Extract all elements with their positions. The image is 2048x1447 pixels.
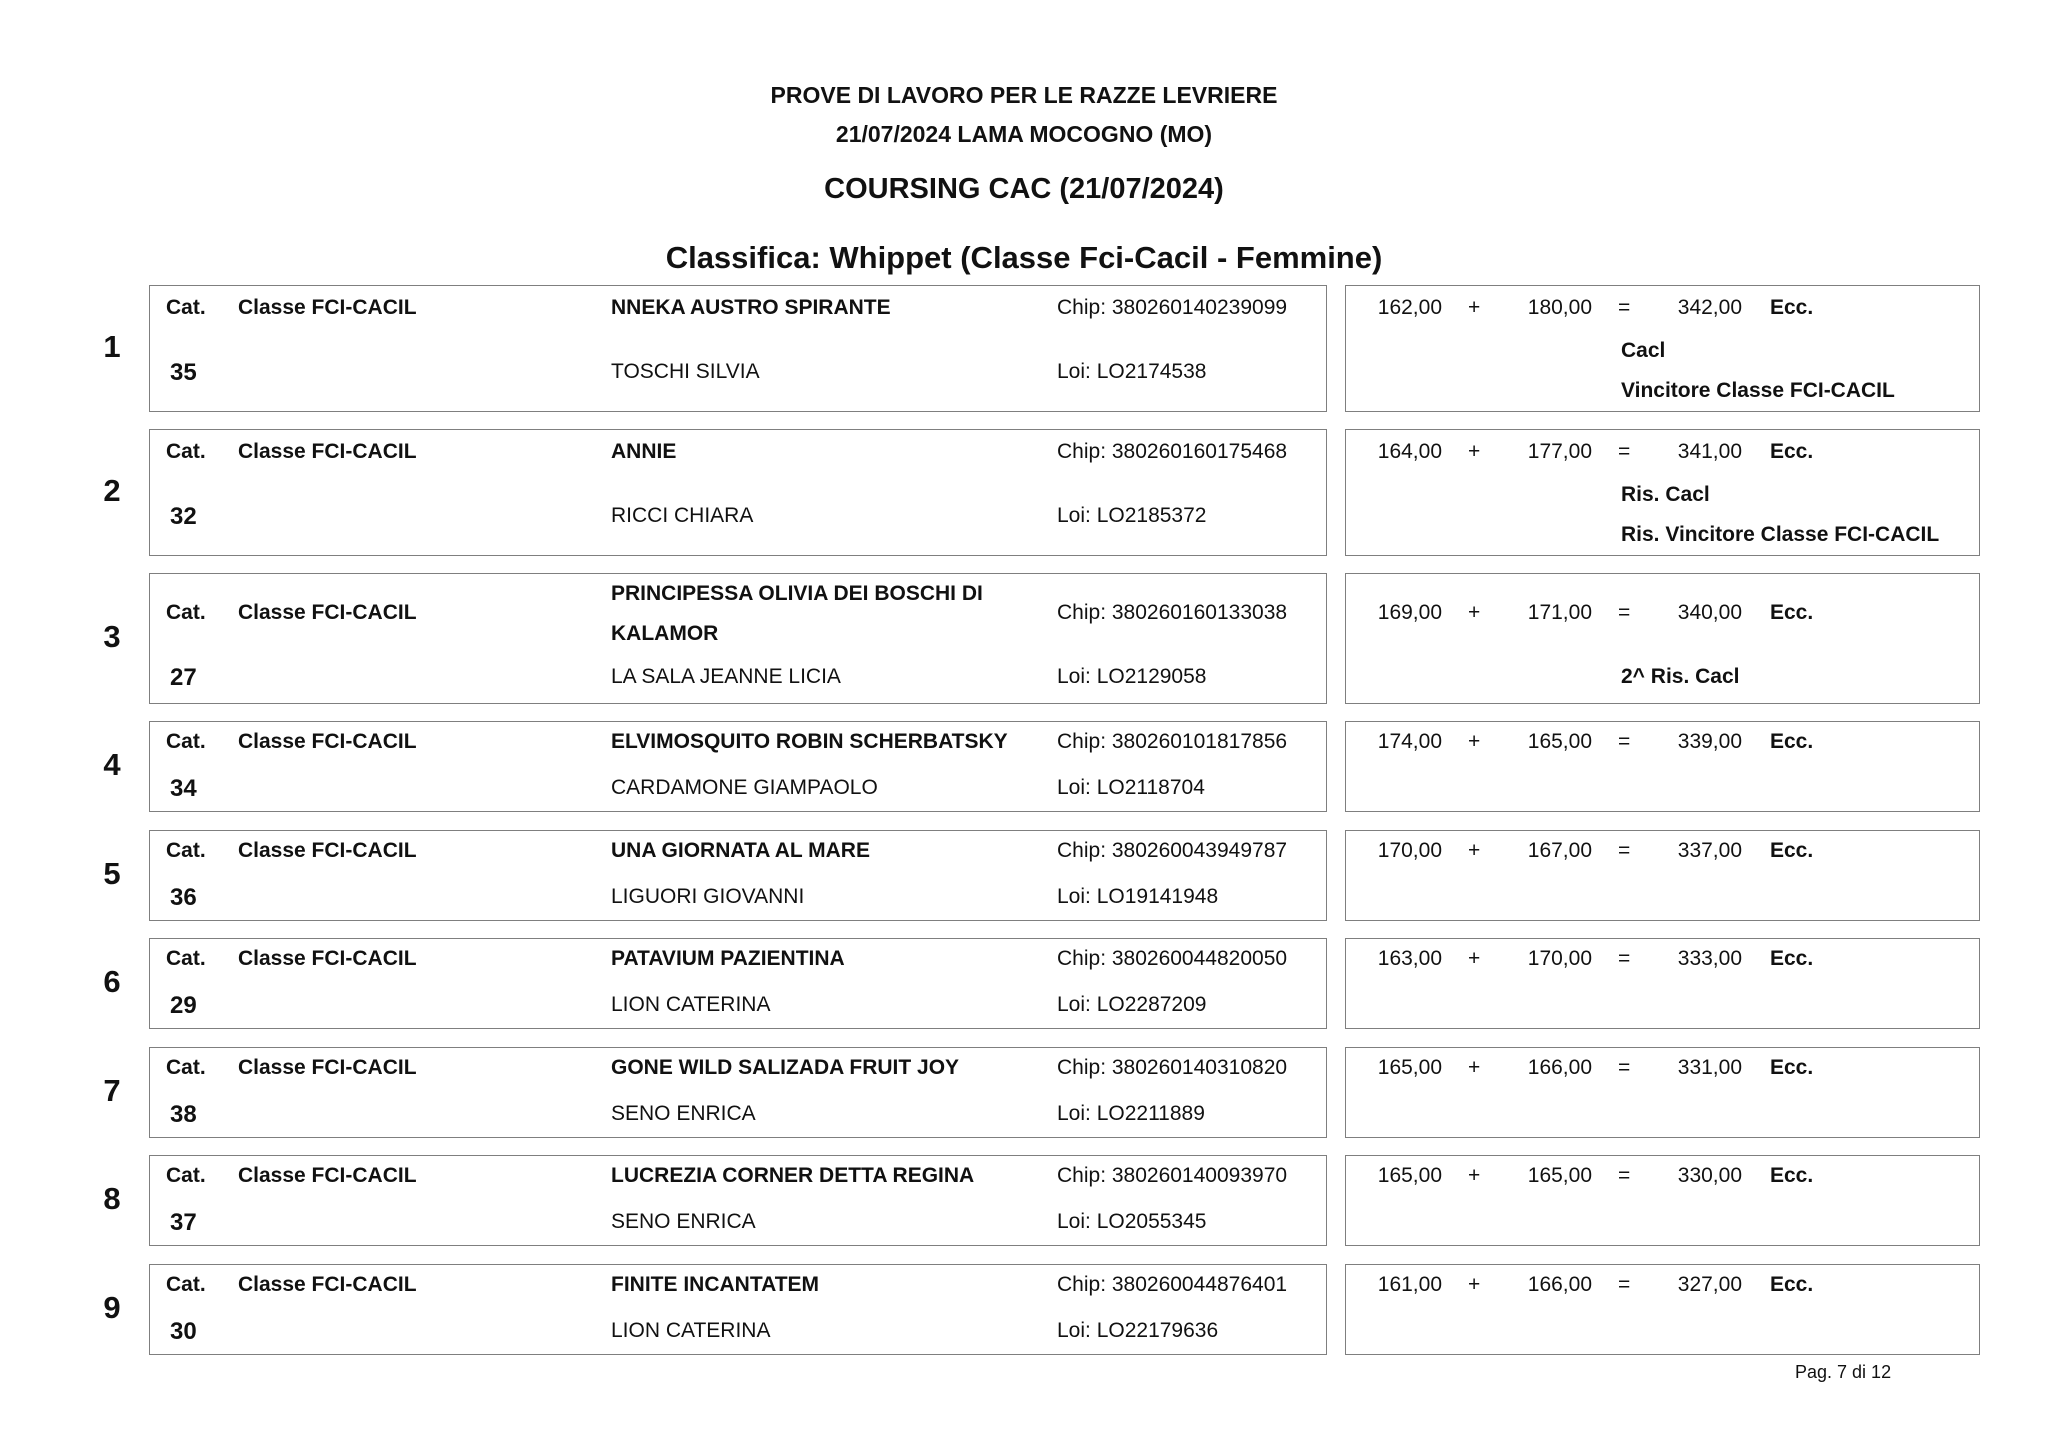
- chip-number: Chip: 380260160175468: [1057, 440, 1288, 463]
- equals-sign: =: [1618, 440, 1631, 463]
- owner-name: LA SALA JEANNE LICIA: [611, 665, 841, 688]
- total-score: 339,00: [1677, 730, 1742, 753]
- dog-name: FINITE INCANTATEM: [611, 1273, 820, 1296]
- score-2: 166,00: [1527, 1056, 1592, 1079]
- class-name: Classe FCI-CACIL: [238, 1056, 417, 1079]
- total-score: 337,00: [1677, 839, 1742, 862]
- plus-sign: +: [1468, 1164, 1481, 1187]
- owner-name: TOSCHI SILVIA: [611, 360, 760, 383]
- place-number: 4: [103, 746, 121, 782]
- equals-sign: =: [1618, 730, 1631, 753]
- chip-number: Chip: 380260044820050: [1057, 947, 1288, 970]
- dog-name: PATAVIUM PAZIENTINA: [611, 947, 845, 970]
- equals-sign: =: [1618, 601, 1631, 624]
- score-box: [1345, 1155, 1980, 1246]
- chip-number: Chip: 380260140239099: [1057, 296, 1288, 319]
- cat-label: Cat.: [166, 1164, 206, 1187]
- score-1: 169,00: [1377, 601, 1442, 624]
- score-box: [1345, 938, 1980, 1029]
- classification-title: Classifica: Whippet (Classe Fci-Cacil - Femmine): [665, 240, 1383, 275]
- catalog-number: 34: [170, 775, 197, 802]
- event-date-location: 21/07/2024 LAMA MOCOGNO (MO): [835, 121, 1213, 147]
- loi-number: Loi: LO2055345: [1057, 1210, 1207, 1233]
- grade: Ecc.: [1770, 1056, 1814, 1079]
- grade: Ecc.: [1770, 440, 1814, 463]
- entry-info-box: [149, 1155, 1327, 1246]
- dog-name: NNEKA AUSTRO SPIRANTE: [611, 296, 891, 319]
- entry-info-box: [149, 938, 1327, 1029]
- plus-sign: +: [1468, 730, 1481, 753]
- plus-sign: +: [1468, 1273, 1481, 1296]
- entry-info-box: [149, 573, 1327, 704]
- plus-sign: +: [1468, 839, 1481, 862]
- score-1: 170,00: [1377, 839, 1442, 862]
- award: Vincitore Classe FCI-CACIL: [1621, 379, 1895, 402]
- score-1: 164,00: [1377, 440, 1442, 463]
- class-name: Classe FCI-CACIL: [238, 1164, 417, 1187]
- score-box: [1345, 285, 1980, 412]
- owner-name: RICCI CHIARA: [611, 504, 754, 527]
- score-1: 165,00: [1377, 1164, 1442, 1187]
- score-box: [1345, 830, 1980, 921]
- place-number: 1: [103, 328, 121, 364]
- score-box: [1345, 1047, 1980, 1138]
- dog-name: ELVIMOSQUITO ROBIN SCHERBATSKY: [611, 730, 1008, 753]
- class-name: Classe FCI-CACIL: [238, 839, 417, 862]
- award: Cacl: [1621, 339, 1666, 362]
- entry-info-box: [149, 285, 1327, 412]
- page-number: Pag. 7 di 12: [1795, 1362, 1892, 1382]
- equals-sign: =: [1618, 1056, 1631, 1079]
- chip-number: Chip: 380260044876401: [1057, 1273, 1288, 1296]
- owner-name: SENO ENRICA: [611, 1210, 756, 1233]
- catalog-number: 30: [170, 1318, 197, 1345]
- plus-sign: +: [1468, 440, 1481, 463]
- cat-label: Cat.: [166, 1056, 206, 1079]
- equals-sign: =: [1618, 1273, 1631, 1296]
- grade: Ecc.: [1770, 947, 1814, 970]
- loi-number: Loi: LO2174538: [1057, 360, 1207, 383]
- catalog-number: 32: [170, 503, 197, 530]
- class-name: Classe FCI-CACIL: [238, 440, 417, 463]
- dog-name: KALAMOR: [611, 622, 719, 645]
- dog-name: ANNIE: [611, 440, 677, 463]
- place-number: 6: [103, 963, 121, 999]
- dog-name: PRINCIPESSA OLIVIA DEI BOSCHI DI: [611, 582, 983, 605]
- score-1: 163,00: [1377, 947, 1442, 970]
- entry-info-box: [149, 1047, 1327, 1138]
- dog-name: GONE WILD SALIZADA FRUIT JOY: [611, 1056, 960, 1079]
- event-title: COURSING CAC (21/07/2024): [824, 173, 1224, 205]
- owner-name: CARDAMONE GIAMPAOLO: [611, 776, 878, 799]
- class-name: Classe FCI-CACIL: [238, 1273, 417, 1296]
- place-number: 5: [103, 855, 121, 891]
- chip-number: Chip: 380260160133038: [1057, 601, 1288, 624]
- equals-sign: =: [1618, 839, 1631, 862]
- grade: Ecc.: [1770, 1273, 1814, 1296]
- score-2: 170,00: [1527, 947, 1592, 970]
- total-score: 340,00: [1677, 601, 1742, 624]
- cat-label: Cat.: [166, 730, 206, 753]
- loi-number: Loi: LO19141948: [1057, 885, 1219, 908]
- loi-number: Loi: LO2118704: [1057, 776, 1205, 799]
- place-number: 7: [103, 1072, 121, 1108]
- chip-number: Chip: 380260140310820: [1057, 1056, 1288, 1079]
- place-number: 9: [103, 1289, 121, 1325]
- cat-label: Cat.: [166, 1273, 206, 1296]
- place-number: 8: [103, 1180, 121, 1216]
- total-score: 342,00: [1677, 296, 1742, 319]
- catalog-number: 36: [170, 884, 197, 911]
- plus-sign: +: [1468, 296, 1481, 319]
- score-2: 177,00: [1527, 440, 1592, 463]
- cat-label: Cat.: [166, 601, 206, 624]
- class-name: Classe FCI-CACIL: [238, 730, 417, 753]
- total-score: 327,00: [1677, 1273, 1742, 1296]
- owner-name: LION CATERINA: [611, 993, 771, 1016]
- chip-number: Chip: 380260101817856: [1057, 730, 1288, 753]
- score-1: 161,00: [1377, 1273, 1442, 1296]
- class-name: Classe FCI-CACIL: [238, 296, 417, 319]
- score-2: 167,00: [1527, 839, 1592, 862]
- entry-info-box: [149, 721, 1327, 812]
- chip-number: Chip: 380260140093970: [1057, 1164, 1288, 1187]
- loi-number: Loi: LO2185372: [1057, 504, 1207, 527]
- award: Ris. Vincitore Classe FCI-CACIL: [1621, 523, 1940, 546]
- place-number: 2: [103, 472, 121, 508]
- equals-sign: =: [1618, 947, 1631, 970]
- dog-name: LUCREZIA CORNER DETTA REGINA: [611, 1164, 975, 1187]
- doc-title: PROVE DI LAVORO PER LE RAZZE LEVRIERE: [770, 82, 1278, 108]
- grade: Ecc.: [1770, 1164, 1814, 1187]
- plus-sign: +: [1468, 601, 1481, 624]
- cat-label: Cat.: [166, 839, 206, 862]
- score-1: 165,00: [1377, 1056, 1442, 1079]
- award: Ris. Cacl: [1621, 483, 1710, 506]
- score-box: [1345, 429, 1980, 556]
- catalog-number: 29: [170, 992, 197, 1019]
- dog-name: UNA GIORNATA AL MARE: [611, 839, 870, 862]
- cat-label: Cat.: [166, 440, 206, 463]
- score-1: 174,00: [1377, 730, 1442, 753]
- loi-number: Loi: LO22179636: [1057, 1319, 1219, 1342]
- cat-label: Cat.: [166, 947, 206, 970]
- owner-name: SENO ENRICA: [611, 1102, 756, 1125]
- score-2: 165,00: [1527, 730, 1592, 753]
- entry-info-box: [149, 1264, 1327, 1355]
- place-number: 3: [103, 618, 121, 654]
- total-score: 331,00: [1677, 1056, 1742, 1079]
- chip-number: Chip: 380260043949787: [1057, 839, 1288, 862]
- grade: Ecc.: [1770, 730, 1814, 753]
- plus-sign: +: [1468, 1056, 1481, 1079]
- equals-sign: =: [1618, 1164, 1631, 1187]
- cat-label: Cat.: [166, 296, 206, 319]
- total-score: 341,00: [1677, 440, 1742, 463]
- class-name: Classe FCI-CACIL: [238, 601, 417, 624]
- owner-name: LION CATERINA: [611, 1319, 771, 1342]
- total-score: 330,00: [1677, 1164, 1742, 1187]
- score-2: 166,00: [1527, 1273, 1592, 1296]
- score-1: 162,00: [1377, 296, 1442, 319]
- loi-number: Loi: LO2211889: [1057, 1102, 1205, 1125]
- grade: Ecc.: [1770, 296, 1814, 319]
- class-name: Classe FCI-CACIL: [238, 947, 417, 970]
- total-score: 333,00: [1677, 947, 1742, 970]
- entry-info-box: [149, 429, 1327, 556]
- score-2: 180,00: [1527, 296, 1592, 319]
- score-2: 165,00: [1527, 1164, 1592, 1187]
- equals-sign: =: [1618, 296, 1631, 319]
- catalog-number: 37: [170, 1209, 197, 1236]
- catalog-number: 38: [170, 1101, 197, 1128]
- owner-name: LIGUORI GIOVANNI: [611, 885, 805, 908]
- loi-number: Loi: LO2129058: [1057, 665, 1207, 688]
- score-box: [1345, 721, 1980, 812]
- plus-sign: +: [1468, 947, 1481, 970]
- entry-info-box: [149, 830, 1327, 921]
- loi-number: Loi: LO2287209: [1057, 993, 1207, 1016]
- award: 2^ Ris. Cacl: [1621, 665, 1740, 688]
- catalog-number: 27: [170, 664, 197, 691]
- score-box: [1345, 1264, 1980, 1355]
- score-2: 171,00: [1527, 601, 1592, 624]
- score-box: [1345, 573, 1980, 704]
- grade: Ecc.: [1770, 839, 1814, 862]
- catalog-number: 35: [170, 359, 197, 386]
- grade: Ecc.: [1770, 601, 1814, 624]
